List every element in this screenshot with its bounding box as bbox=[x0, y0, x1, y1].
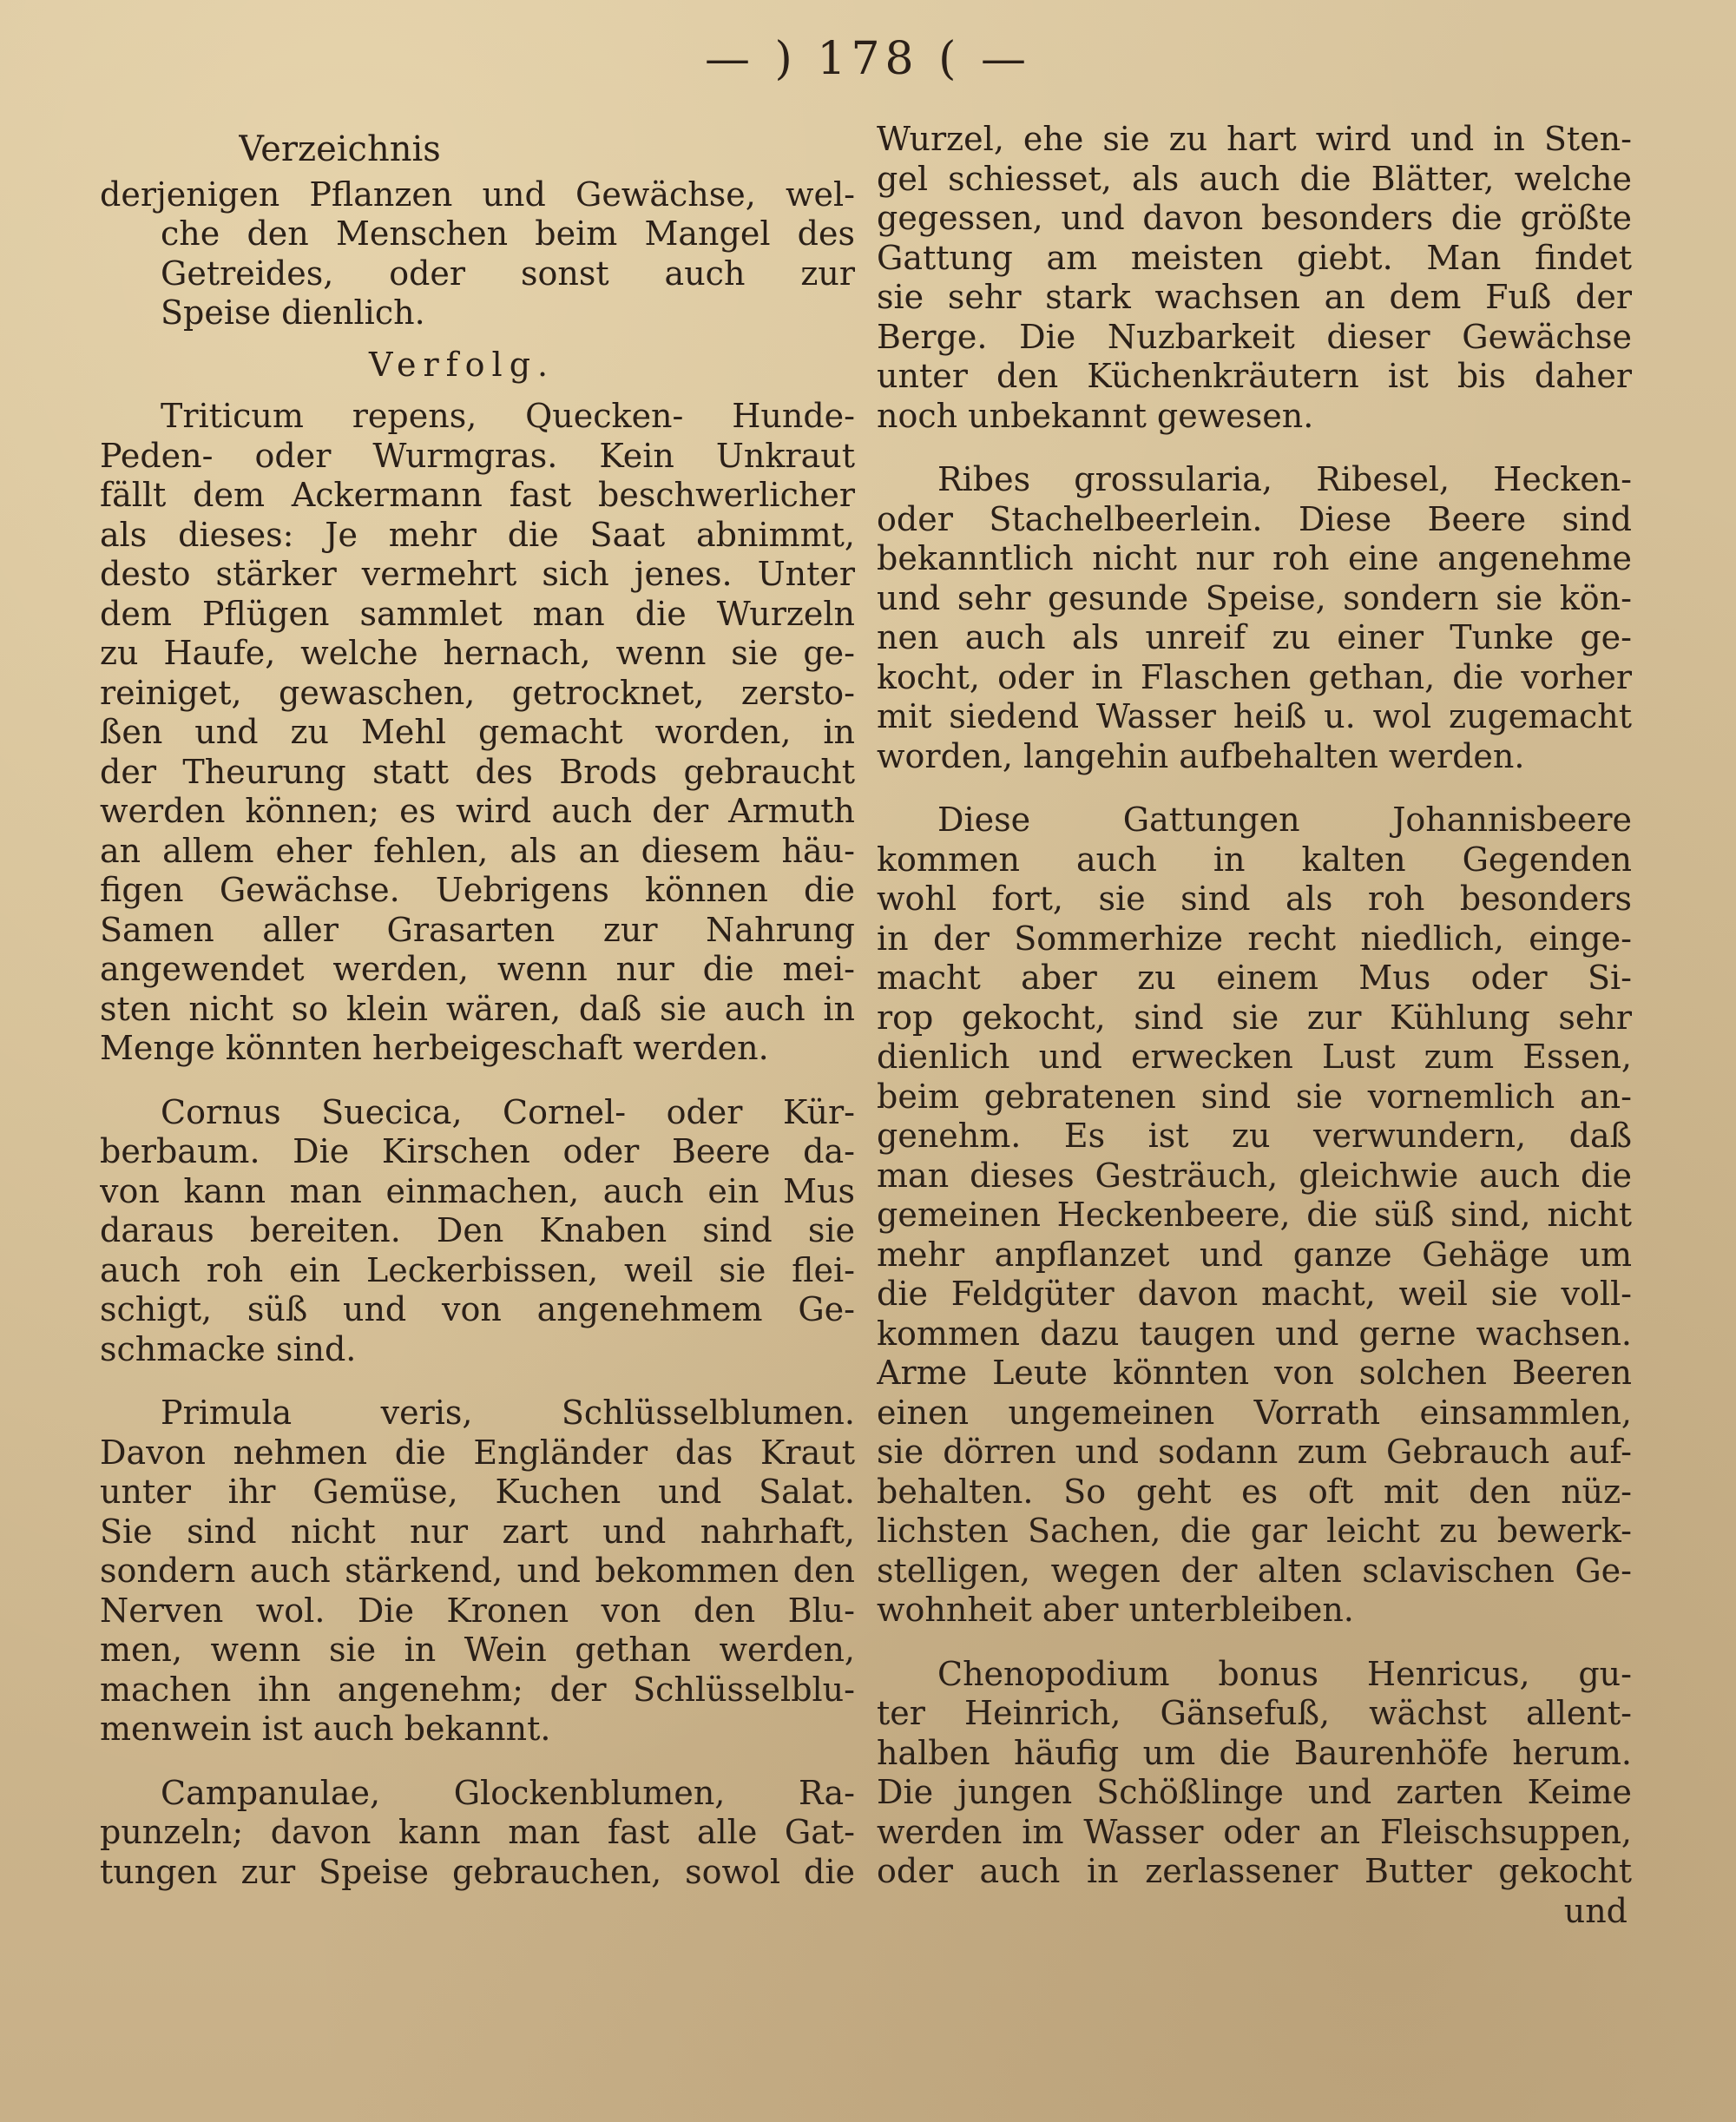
paragraph-line: Davon nehmen die Engländer das Kraut bbox=[100, 1433, 855, 1472]
paragraph-line: sie sehr stark wachsen an dem Fuß der bbox=[877, 278, 1632, 316]
section-heading: Verfolg. bbox=[369, 345, 556, 384]
paragraph-line: sondern auch stärkend, und bekommen den bbox=[100, 1552, 855, 1590]
paragraph-line: beim gebratenen sind sie vornemlich an- bbox=[877, 1077, 1632, 1116]
paragraph-line: Sie sind nicht nur zart und nahrhaft, bbox=[100, 1512, 855, 1551]
paragraph-line: Campanulae, Glockenblumen, Ra- bbox=[161, 1773, 855, 1812]
paragraph-line: Primula veris, Schlüsselblumen. bbox=[161, 1394, 855, 1432]
paragraph-line: ter Heinrich, Gänsefuß, wächst allent- bbox=[877, 1694, 1632, 1732]
paragraph-line: Peden- oder Wurmgras. Kein Unkraut bbox=[100, 436, 855, 475]
paragraph-line: Triticum repens, Quecken- Hunde- bbox=[161, 397, 855, 435]
paragraph-line: dienlich und erwecken Lust zum Essen, bbox=[877, 1038, 1632, 1076]
paragraph-line: berbaum. Die Kirschen oder Beere da- bbox=[100, 1132, 855, 1170]
paragraph-line: gegessen, und davon besonders die größte bbox=[877, 199, 1632, 237]
paragraph-line: lichsten Sachen, die gar leicht zu bewerk- bbox=[877, 1512, 1632, 1550]
paragraph-line: punzeln; davon kann man fast alle Gat- bbox=[100, 1813, 855, 1851]
paragraph-line: angewendet werden, wenn nur die mei- bbox=[100, 950, 855, 988]
paragraph-line: kommen dazu taugen und gerne wachsen. bbox=[877, 1314, 1632, 1353]
paragraph-line: Ribes grossularia, Ribesel, Hecken- bbox=[937, 460, 1632, 498]
paragraph-line: Menge könnten herbeigeschaft werden. bbox=[100, 1029, 769, 1067]
paragraph-cornus bbox=[100, 1093, 855, 1370]
paragraph-line: Berge. Die Nuzbarkeit dieser Gewächse bbox=[877, 317, 1632, 356]
paragraph-line: auch roh ein Leckerbissen, weil sie flei- bbox=[100, 1250, 855, 1289]
paragraph-line: tungen zur Speise gebrauchen, sowol die bbox=[100, 1852, 855, 1891]
paragraph-line: sten nicht so klein wären, daß sie auch in bbox=[100, 989, 855, 1028]
paragraph-line: dem Pflügen sammlet man die Wurzeln bbox=[100, 594, 855, 633]
paragraph-line: desto stärker vermehrt sich jenes. Unter bbox=[100, 555, 855, 593]
paragraph-line: Die jungen Schößlinge und zarten Keime bbox=[877, 1773, 1632, 1811]
paragraph-line: kocht, oder in Flaschen gethan, die vorher bbox=[877, 657, 1632, 696]
paragraph-line: Arme Leute könnten von solchen Beeren bbox=[877, 1354, 1632, 1392]
paragraph-line: unter den Küchenkräutern ist bis daher bbox=[877, 357, 1632, 395]
paragraph-line: mit siedend Wasser heiß u. wol zugemacht bbox=[877, 697, 1632, 735]
paragraph-line: man dieses Gesträuch, gleichwie auch die bbox=[877, 1156, 1632, 1195]
paragraph-line: von kann man einmachen, auch ein Mus bbox=[100, 1171, 855, 1210]
paragraph-line: genehm. Es ist zu verwundern, daß bbox=[877, 1117, 1632, 1155]
paragraph-line: mehr anpflanzet und ganze Gehäge um bbox=[877, 1235, 1632, 1274]
paragraph-line: fällt dem Ackermann fast beschwerlicher bbox=[100, 476, 855, 514]
paragraph-johannisbeere bbox=[877, 801, 1632, 1631]
paragraph-line: reiniget, gewaschen, getrocknet, zersto- bbox=[100, 673, 855, 712]
paragraph-line: zu Haufe, welche hernach, wenn sie ge- bbox=[100, 634, 855, 672]
paragraph-line: machen ihn angenehm; der Schlüsselblu- bbox=[100, 1670, 855, 1709]
paragraph-line: stelligen, wegen der alten sclavischen Ge- bbox=[877, 1551, 1632, 1590]
catchword: und bbox=[1563, 1891, 1628, 1930]
paragraph-line: an allem eher fehlen, als an diesem häu- bbox=[100, 831, 855, 870]
paragraph-line: rop gekocht, sind sie zur Kühlung sehr bbox=[877, 998, 1632, 1037]
paragraph-line: behalten. So geht es oft mit den nüz- bbox=[877, 1472, 1632, 1511]
paragraph-line: als dieses: Je mehr die Saat abnimmt, bbox=[100, 515, 855, 554]
paragraph-line: Gattung am meisten giebt. Man findet bbox=[877, 238, 1632, 277]
paragraph-campanulae-cont bbox=[877, 120, 1632, 436]
subtitle-line: che den Menschen beim Mangel des bbox=[161, 214, 855, 253]
paragraph-line: nen auch als unreif zu einer Tunke ge- bbox=[877, 618, 1632, 656]
paragraph-line: gemeinen Heckenbeere, die süß sind, nicht bbox=[877, 1196, 1632, 1234]
paragraph-ribes bbox=[877, 460, 1632, 776]
page-number-header: — ) 178 ( — bbox=[705, 33, 1031, 85]
paragraph-line: daraus bereiten. Den Knaben sind sie bbox=[100, 1211, 855, 1249]
subtitle-line: derjenigen Pflanzen und Gewächse, wel- bbox=[100, 175, 855, 214]
right-column bbox=[877, 120, 1632, 1931]
paragraph-line: menwein ist auch bekannt. bbox=[100, 1710, 551, 1748]
list-title: Verzeichnis bbox=[239, 130, 441, 169]
paragraph-line: Wurzel, ehe sie zu hart wird und in Sten- bbox=[877, 120, 1632, 158]
paragraph-line: figen Gewächse. Uebrigens können die bbox=[100, 871, 855, 909]
paragraph-line: Nerven wol. Die Kronen von den Blu- bbox=[100, 1591, 855, 1630]
paragraph-campanulae bbox=[100, 1774, 855, 1893]
paragraph-line: schigt, süß und von angenehmem Ge- bbox=[100, 1290, 855, 1328]
subtitle-line: Speise dienlich. bbox=[161, 293, 425, 332]
paragraph-line: schmacke sind. bbox=[100, 1329, 357, 1368]
paragraph-line: oder auch in zerlassener Butter gekocht bbox=[877, 1852, 1632, 1890]
paragraph-line: kommen auch in kalten Gegenden bbox=[877, 840, 1632, 879]
paragraph-line: wohnheit aber unterbleiben. bbox=[877, 1591, 1354, 1629]
paragraph-line: unter ihr Gemüse, Kuchen und Salat. bbox=[100, 1473, 855, 1511]
paragraph-line: halben häufig um die Baurenhöfe herum. bbox=[877, 1733, 1632, 1772]
paragraph-line: der Theurung statt des Brods gebraucht bbox=[100, 752, 855, 791]
paragraph-line: einen ungemeinen Vorrath einsammlen, bbox=[877, 1393, 1632, 1432]
paragraph-line: Chenopodium bonus Henricus, gu- bbox=[937, 1654, 1632, 1693]
paragraph-line: und sehr gesunde Speise, sondern sie kön- bbox=[877, 578, 1632, 617]
paragraph-primula bbox=[100, 1394, 855, 1750]
paragraph-line: gel schiesset, als auch die Blätter, welche bbox=[877, 159, 1632, 198]
subtitle-line: Getreides, oder sonst auch zur bbox=[161, 254, 855, 293]
paragraph-line: werden im Wasser oder an Fleischsuppen, bbox=[877, 1812, 1632, 1851]
paragraph-line: die Feldgüter davon macht, weil sie voll- bbox=[877, 1275, 1632, 1313]
paragraph-line: Samen aller Grasarten zur Nahrung bbox=[100, 910, 855, 949]
paragraph-line: oder Stachelbeerlein. Diese Beere sind bbox=[877, 499, 1632, 538]
paragraph-line: ßen und zu Mehl gemacht worden, in bbox=[100, 713, 855, 751]
paragraph-line: bekanntlich nicht nur roh eine angenehme bbox=[877, 539, 1632, 577]
paragraph-line: wohl fort, sie sind als roh besonders bbox=[877, 880, 1632, 918]
paragraph-triticum bbox=[100, 397, 855, 1069]
left-column bbox=[100, 130, 855, 1916]
paragraph-line: in der Sommerhize recht niedlich, einge- bbox=[877, 919, 1632, 958]
list-subtitle bbox=[100, 175, 855, 333]
paragraph-line: worden, langehin aufbehalten werden. bbox=[877, 736, 1525, 775]
paragraph-line: noch unbekannt gewesen. bbox=[877, 396, 1314, 435]
paragraph-line: Diese Gattungen Johannisbeere bbox=[937, 801, 1632, 839]
paragraph-line: macht aber zu einem Mus oder Si- bbox=[877, 959, 1632, 997]
paragraph-line: Cornus Suecica, Cornel- oder Kür- bbox=[161, 1092, 855, 1131]
paragraph-line: werden können; es wird auch der Armuth bbox=[100, 792, 855, 830]
paragraph-line: sie dörren und sodann zum Gebrauch auf- bbox=[877, 1433, 1632, 1471]
paragraph-chenopodium bbox=[877, 1655, 1632, 1892]
paragraph-line: men, wenn sie in Wein gethan werden, bbox=[100, 1631, 855, 1669]
